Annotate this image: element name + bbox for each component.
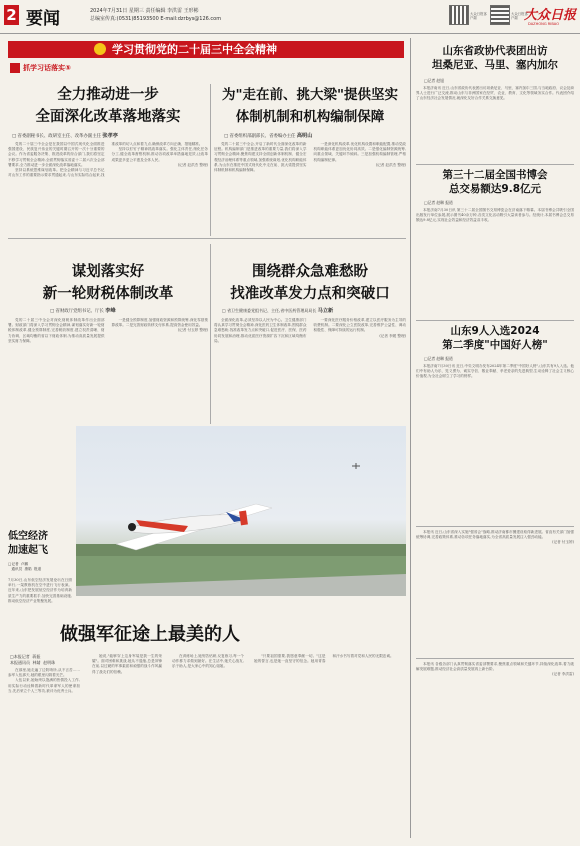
a4-body: [214, 318, 406, 422]
banner-title: 学习贯彻党的二十届三中全会精神: [112, 43, 277, 56]
a1-byline: □ 省委副秘书长、政研室主任、改革办副主任 张孝亭: [12, 133, 118, 139]
big-story-col-4-text: "只要祖国需要,我愿意奉献一切。"这是她的誓言,也是她一直坚守的信念。她用青春和汗水书写着对党和人民的无限忠诚。: [254, 654, 394, 664]
a4-title-line1: 围绕群众急难愁盼: [252, 264, 368, 280]
big-story-lead-1: 在那里,她走遍了边防哨所,从不言苦……参军入伍那天,她的眼里闪烁着光芒。: [8, 668, 80, 678]
a2-body: [214, 142, 406, 234]
divider: [410, 38, 411, 838]
a1-para-2: 坚持以系统思维谋划改革。把全会精神与习近平总书记对山东工作的重要指示要求贯通起来,与山东实际结合起来,找准改革的切入点和着力点,确保改革方向正确、措施精准。: [8, 142, 203, 178]
rn1-title-line2: 坦桑尼亚、马里、塞内加尔: [432, 59, 558, 71]
column-icon: [10, 63, 20, 73]
a2-byline-role: 省委组织部副部长、省委编办主任: [229, 134, 296, 139]
divider: [416, 320, 574, 321]
divider: [416, 526, 574, 527]
rn5-signoff: (记者 李洪雷): [552, 672, 574, 677]
a2-headline[interactable]: [214, 84, 406, 128]
qr-code-2[interactable]: [490, 5, 510, 25]
rn1-body: [416, 86, 574, 162]
contact-line: 总编室传真:(0531)85193500 E-mail:dzrbys@126.com: [90, 16, 222, 22]
caption-text: 7月30日,山东低空经济发展论坛在日照举行,一架教练机在空中进行飞行表演。近年来,山东把发展低空经济作为培育新质生产力的重要抓手,加快完善基础设施,推动低空经济产业集聚发展。: [8, 578, 72, 603]
qr-code[interactable]: [449, 5, 469, 25]
caption-title-line1: 低空经济: [8, 531, 48, 542]
airplane-icon: [352, 463, 360, 469]
rn1-byline: □记者 赵旭: [424, 78, 444, 83]
a4-title-line2: 找准改革发力点和突破口: [230, 286, 390, 302]
rn1-headline[interactable]: [416, 44, 574, 72]
rn3-body: [416, 364, 574, 522]
app-tag-2: 大众日报客户端: [511, 12, 528, 20]
a3-headline[interactable]: [8, 261, 208, 305]
a1-signoff: (记者 赵洪杰 整理): [177, 162, 208, 167]
a3-signoff: (记者 付玉婷 整理): [177, 328, 208, 333]
a3-para-2: 一是健全预算制度,加强财政资源和预算统筹,深化零基预算改革。二是完善财政转移支付体系,提高资金使用效益。: [111, 318, 208, 328]
a1-para-1: 党的二十届三中全会是在我国以中国式现代化全面推进强国建设、民族复兴伟业的关键时期召开的一次十分重要的会议。作为省委服务决策、推进改革的综合部门,我们将坚定不移学习贯彻全会精神,全面贯彻落实省委十二届六次全会部署要求,全力推动进一步全面深化改革落地落实。: [8, 142, 105, 167]
a1-para-3: 坚持以钉钉子精神抓改革落实。强化主体责任,细化任务分工,健全改革督察机制,推动各项改革举措落地见效,让改革成果更多更公平惠及全体人民。: [111, 147, 208, 162]
a3-byline-role: 省财政厅党组书记、厅长: [55, 309, 104, 314]
rn1-title-line1: 山东省政协代表团出访: [442, 45, 548, 57]
big-story-col-2: [92, 654, 162, 836]
a2-author: 高明山: [296, 133, 313, 139]
rn1-text: 本报济南讯 近日,山东省政协代表团出访坦桑尼亚、马里、塞内加尔三国,与当地政府、议会及商界人士进行广泛交流,推动山东与非洲国家在经贸、农业、教育、文化等领域务实合作。代表团介绍了山东经济社会发展情况,就深化友好合作关系交换意见。: [416, 86, 574, 101]
rn5-text: 本报讯 各级各部门认真贯彻落实省委部署要求,聚焦重点领域和关键环节,持续深化改革,着力破解发展难题,推动经济社会高质量发展再上新台阶。: [416, 662, 574, 672]
a1-author: 张孝亭: [102, 133, 118, 139]
a2-para-2: 一是深化机构改革,优化机构设置和职能配置,推动党政机构职能体系更加优化协同高效。二是强化编制资源统筹,向重点领域、关键环节倾斜。三是加强机构编制管理,严格机构编制纪律。: [313, 142, 406, 162]
paper-pinyin: DAZHONG RIBAO: [528, 22, 560, 26]
big-story-byline: □本报记者 蒋振 本报通讯员 林婧 赵明珠: [10, 654, 56, 665]
section-title: 要闻: [26, 9, 60, 29]
rn3-title-line1: 山东9人入选2024: [450, 325, 540, 337]
a2-signoff: (记者 赵洪杰 整理): [375, 162, 406, 167]
a1-body: [8, 142, 208, 234]
page-number-box: [4, 5, 19, 25]
a4-author: 马立新: [317, 308, 334, 314]
news-photo[interactable]: [76, 426, 406, 596]
big-story-col-1: [8, 668, 80, 794]
caption-title-line2: 加速起飞: [8, 545, 48, 556]
a3-body: [8, 318, 208, 422]
a3-title-line2: 新一轮财税体制改革: [42, 286, 174, 302]
big-story-col-2-text: 她说,"能够穿上这身军装是我一生的荣耀"。面对困难和挑战,她从不退缩,总是冲锋在前,以过硬的军事素质和顽强的战斗作风赢得了战友们的信赖。: [92, 654, 162, 674]
rn2-title-line2: 总交易额达9.8亿元: [448, 183, 542, 195]
divider: [210, 84, 211, 236]
rn3-byline: □记者 赵琳 报道: [424, 356, 453, 361]
rn4-text: 本报讯 近日,山东省深入实施"强省会"战略,推动济南都市圈建设取得新进展。省直有关部门加强统筹协调,完善政策体系,推动各项任务落地落实,为全省高质量发展注入强劲动能。: [416, 530, 574, 540]
a1-byline-role: 省委副秘书长、政研室主任、改革办副主任: [17, 134, 101, 139]
a4-byline-role: 省卫生健康委党组书记、主任,省中医药管理局局长: [227, 308, 317, 313]
a3-para-1: 党的二十届三中全会对深化财税体制改革作出全面部署。财政部门将深入学习贯彻全会精神,谋划落实好新一轮财税体制改革,健全预算制度,完善税收制度,建立权责清晰、财力协调、区域均衡的省以下财政体制,为推动高质量发展提供坚实财力保障。: [8, 318, 105, 343]
divider: [416, 658, 574, 659]
masthead: [0, 0, 580, 34]
party-emblem-icon: [94, 43, 106, 55]
big-story-col-3: [172, 654, 244, 836]
a3-author: 李峰: [105, 308, 116, 314]
rn5-body: [416, 662, 574, 838]
divider: [8, 238, 406, 239]
a3-byline: □ 省财政厅党组书记、厅长 李峰: [50, 308, 116, 314]
a4-signoff: (记者 李媛 整理): [379, 333, 406, 338]
a2-title-line1: 为"走在前、挑大梁"提供坚实: [221, 87, 399, 103]
big-story-headline[interactable]: 做强军征途上最美的人: [60, 624, 240, 645]
rn2-text: 本报济南7月30日讯 第三十二届全国图书交易博览会在济南落下帷幕。本届书博会共吸引全国出版发行单位参展,展示图书40余万种,各类文化活动吸引大量读者参与。经统计,本届书博会总交易额达9.8亿元,实现社会效益和经济效益双丰收。: [416, 208, 574, 223]
caption-byline: □记者 卢鹏 通讯员 康皓 报道: [8, 562, 42, 571]
rn2-byline: □记者 赵琳 报道: [424, 200, 453, 205]
a4-headline[interactable]: [214, 261, 406, 305]
a1-headline[interactable]: [8, 84, 208, 128]
big-story-col-3-text: 在训练场上,她刻苦钻研,反复练习,每一个动作都力求做到最好。在生活中,她关心战友,乐于助人,是大家心中的知心姐姐。: [172, 654, 244, 669]
rn2-title-line1: 第三十二届全国书博会: [442, 169, 548, 181]
rn4-signoff: (记者 付玉婷): [552, 540, 574, 545]
a4-para-2: 一要深化医疗服务价格改革,建立以医疗服务为主导的收费机制。二要深化公立医院改革,完善维护公益性、调动积极性、保障可持续的运行机制。: [313, 318, 406, 333]
rn3-text: 本报济南7月30日讯 近日,中央文明办发布2024年第二季度"中国好人榜",山东共有9人入选。他们中有助人为乐、见义勇为、诚实守信、敬业奉献、孝老爱亲的先进典型,生动诠释了社会主义核心价值观,为全社会树立了学习的榜样。: [416, 364, 574, 379]
topic-banner: [8, 41, 404, 58]
date-line: 2024年7月31日 星期三 责任编辑 李洪雷 王形彬: [90, 8, 199, 14]
a4-para-1: 全面深化改革,必须坚持以人民为中心。卫生健康部门将认真学习贯彻全会精神,深化医药卫生体制改革,围绕群众急难愁盼,找准改革发力点和突破口,促进医疗、医保、医药协同发展和治理,推动优质医疗资源扩容下沉和区域均衡布局。: [214, 318, 307, 343]
big-story-col-4: [254, 654, 404, 836]
big-story-lead-2: 入伍以来,她始终以饱满的热情投入工作,用实际行动诠释着新时代革命军人的使命担当,先后荣立个人三等功,被评为优秀士兵。: [8, 678, 80, 693]
a2-para-1: 党的二十届三中全会,开启了新时代全面深化改革的新征程。机构编制部门是推进改革的重要力量,我们将深入学习贯彻全会精神,聚焦构建支持全面创新体制机制、健全宏观经济治理体系等重点领域,加强系统谋划,优化机构职能体系,为山东在推进中国式现代化中走在前、挑大梁提供坚实体制机制和机构编制保障。: [214, 142, 307, 173]
soldier-photo[interactable]: [8, 798, 80, 838]
rn3-headline[interactable]: [416, 324, 574, 352]
divider: [210, 244, 211, 424]
caption-title: [8, 530, 72, 558]
page-number: 2: [6, 6, 17, 24]
divider: [416, 164, 574, 165]
a1-title-line2: 全面深化改革落地落实: [35, 109, 181, 125]
paper-name: 大众日报: [524, 8, 577, 23]
photo-scene: [76, 426, 406, 596]
airplane-icon: [116, 504, 272, 550]
a2-title-line2: 体制机制和机构编制保障: [235, 109, 385, 125]
column-label-text: 抓学习话落实⑤: [23, 64, 71, 72]
a3-title-line1: 谋划落实好: [71, 264, 145, 280]
rn4-body: [416, 530, 574, 654]
a1-title-line1: 全力推动进一步: [57, 87, 159, 103]
a4-byline: □ 省卫生健康委党组书记、主任,省中医药管理局局长 马立新: [222, 308, 334, 314]
a2-byline: □ 省委组织部副部长、省委编办主任 高明山: [224, 133, 313, 139]
app-tag-1: 大众日报客户端: [470, 12, 487, 20]
rn2-headline[interactable]: [416, 168, 574, 196]
rn2-body: [416, 208, 574, 318]
rn3-title-line2: 第二季度"中国好人榜": [442, 339, 548, 351]
